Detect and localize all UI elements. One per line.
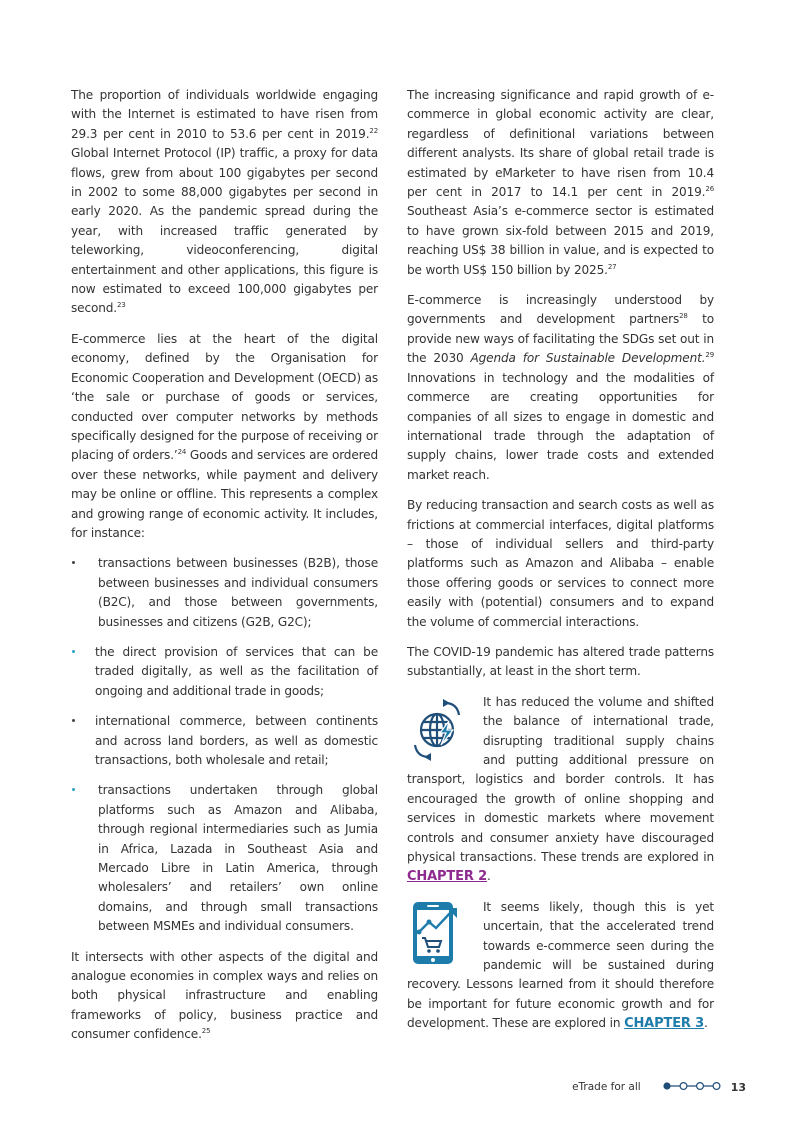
footnote-ref[interactable]: 24 bbox=[177, 448, 187, 457]
footnote-ref[interactable]: 23 bbox=[116, 301, 126, 310]
list-item: transactions undertaken through global platforms such as Amazon and Alibaba, through regional intermediaries such as Jumia in Africa, Lazada in Southeast Asia and Mercado Libre in Latin America, through wholesalers’ and retailers’ own online domains, and through small transactions between MSMEs and individual consumers. bbox=[71, 781, 378, 936]
bullet-dot bbox=[72, 788, 75, 791]
left-paragraph-1: The proportion of individuals worldwide engaging with the Internet is estimated to have risen from 29.3 per cent in 2010 to 53.6 per cent in 2019.22 Global Internet Protocol (IP) traffic, a proxy for data flows, grew from about 100 gigabytes per second in 2002 to some 88,000 gigabytes per second in early 2020. As the pandemic spread during the year, with increased traffic generated by teleworking, videoconferencing, digital entertainment and other applications, this figure is now estimated to exceed 100,000 gigabytes per second.$^{23}$ bbox=[71, 88, 378, 316]
left-column bbox=[71, 86, 378, 1056]
callout-text: It seems likely, though this is yet uncertain, that the accelerated trend towards e-commerce seen during the pandemic will be sustained during recovery. Lessons learned from it should therefore be important for future economic growth and for development. These are explored in CHAPTER 3. bbox=[407, 899, 714, 1032]
bullet-dot bbox=[72, 561, 75, 564]
callout-chapter-2 bbox=[407, 693, 714, 887]
tablet-chart-cart-icon bbox=[407, 900, 467, 966]
footnote-ref[interactable]: 29 bbox=[705, 351, 714, 360]
globe-arrows-icon bbox=[407, 695, 467, 761]
left-paragraph-3: It intersects with other aspects of the digital and analogue economies in complex ways and relies on both physical infrastructure and enabling frameworks of policy, business practice and consumer confidence.$^{25}$ bbox=[71, 949, 378, 1042]
footnote-ref[interactable]: 28 bbox=[679, 312, 688, 321]
list-item: the direct provision of services that can be traded digitally, as well as the facilitation of ongoing and additional trade in goods; bbox=[71, 643, 378, 701]
list-item: international commerce, between continents and across land borders, as well as domestic transactions, both wholesale and retail; bbox=[71, 712, 378, 770]
callout-chapter-3 bbox=[407, 898, 714, 1034]
page-footer bbox=[572, 1078, 746, 1096]
right-column bbox=[407, 86, 714, 1045]
footer-label: eTrade for all bbox=[572, 1081, 641, 1093]
right-paragraph-1: The increasing significance and rapid growth of e-commerce in global economic activity are clear, regardless of definitional variations between different analysts. Its share of global retail trade is estimated by eMarketer to have risen from 10.4 per cent in 2017 to 14.1 per cent in 2019.26 Southeast Asia’s e-commerce sector is estimated to have grown six-fold between 2015 and 2019, reaching US$ 38 billion in value, and is expected to be worth US$ 150 billion by 2025.27 bbox=[407, 88, 714, 277]
page-number: 13 bbox=[730, 1080, 746, 1094]
right-paragraph-4: The COVID-19 pandemic has altered trade patterns substantially, at least in the short term. bbox=[407, 644, 714, 679]
footnote-ref[interactable]: 25 bbox=[201, 1027, 211, 1036]
chapter-2-link[interactable]: CHAPTER 2 bbox=[407, 869, 487, 885]
list-item: transactions between businesses (B2B), those between businesses and individual consumers (B2C), and those between governments, businesses and citizens (G2B, G2C); bbox=[71, 554, 378, 632]
bullet-dot bbox=[72, 650, 75, 653]
callout-text: It has reduced the volume and shifted the balance of international trade, disrupting traditional supply chains and putting additional pressure on transport, logistics and border controls. It has encouraged the growth of online shopping and services in domestic markets where movement controls and consumer anxiety have discouraged physical transactions. These trends are explored in CHAPTER 2. bbox=[407, 694, 714, 885]
chapter-3-link[interactable]: CHAPTER 3 bbox=[624, 1016, 705, 1032]
bullet-dot bbox=[72, 719, 75, 722]
footnote-ref[interactable]: 27 bbox=[607, 262, 617, 271]
examples-list bbox=[71, 554, 378, 936]
progress-dots-icon bbox=[663, 1081, 721, 1094]
left-paragraph-2: E-commerce lies at the heart of the digital economy, defined by the Organisation for Economic Cooperation and Development (OECD) as ‘the sale or purchase of goods or services, conducted over computer networks by methods specifically designed for the purpose of receiving or placing of orders.’$^{24}$ Goods and services are ordered over these networks, while payment and delivery may be online or offline. This represents a complex and growing range of economic activity. It includes, for instance: bbox=[71, 331, 379, 540]
right-paragraph-2: E-commerce is increasingly understood by governments and development partners$^{28}$ to provide new ways of facilitating the SDGs set out in the 2030 Agenda for Sustainable Development.$^{29}$ Innovations in technology and the modalities of commerce are creating opportunities for companies of all sizes to engage in domestic and international trade through the adaptation of supply chains, lower trade costs and extended market reach. bbox=[407, 293, 714, 482]
footnote-ref[interactable]: 26 bbox=[705, 185, 714, 194]
footnote-ref[interactable]: 22 bbox=[369, 126, 378, 135]
right-paragraph-3: By reducing transaction and search costs as well as frictions at commercial interfaces, digital platforms – those of individual sellers and third-party platforms such as Amazon and Alibaba – enable those offering goods or services to connect more easily with (potential) consumers and to expand the volume of commercial interactions. bbox=[407, 498, 714, 629]
